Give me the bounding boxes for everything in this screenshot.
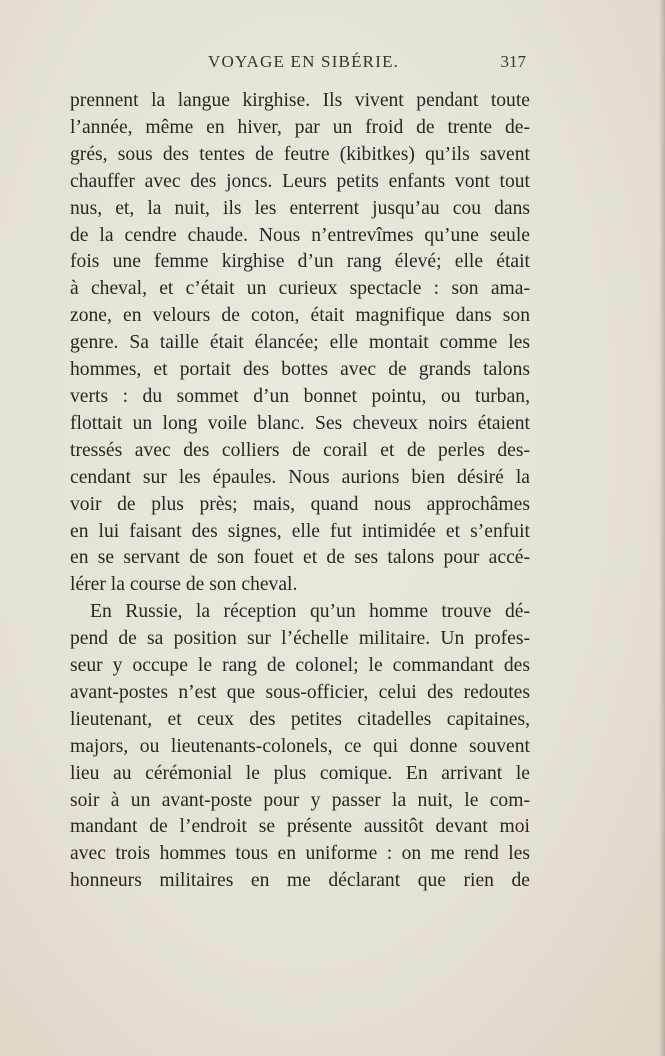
text-line: hommes, et portait des bottes avec de grands talons xyxy=(70,359,530,381)
body-text xyxy=(70,88,530,895)
text-line: lieutenant, et ceux des petites citadelles capitaines, xyxy=(70,708,530,730)
running-head xyxy=(70,52,530,76)
text-line: cendant sur les épaules. Nous aurions bien désiré la xyxy=(70,466,530,488)
text-line: seur y occupe le rang de colonel; le commandant des xyxy=(70,655,530,677)
page-edge-shadow xyxy=(659,0,665,1056)
page-number: 317 xyxy=(500,52,526,71)
text-line: genre. Sa taille était élancée; elle montait comme les xyxy=(70,332,530,354)
text-line: prennent la langue kirghise. Ils vivent pendant toute xyxy=(70,90,530,111)
running-title: VOYAGE EN SIBÉRIE. xyxy=(208,52,400,71)
text-line: pend de sa position sur l’échelle militaire. Un profes- xyxy=(70,628,530,650)
text-line: tressés avec des colliers de corail et de perles des- xyxy=(70,439,530,461)
text-line: voir de plus près; mais, quand nous approchâmes xyxy=(70,493,530,515)
text-line: en lui faisant des signes, elle fut intimidée et s’enfuit xyxy=(70,520,530,542)
text-line: grés, sous des tentes de feutre (kibitkes) qu’ils savent xyxy=(70,143,530,165)
text-line: chauffer avec des joncs. Leurs petits enfants vont tout xyxy=(70,170,530,192)
paragraph-start-line: En Russie, la réception qu’un homme trouve dé- xyxy=(90,601,530,623)
text-line: nus, et, la nuit, ils les enterrent jusqu’au cou dans xyxy=(70,197,530,219)
text-line: honneurs militaires en me déclarant que rien de xyxy=(70,870,530,892)
text-line: lieu au cérémonial le plus comique. En arrivant le xyxy=(70,762,530,784)
text-line: l’année, même en hiver, par un froid de trente de- xyxy=(70,116,530,138)
text-line: mandant de l’endroit se présente aussitôt devant moi xyxy=(70,816,530,838)
text-line: en se servant de son fouet et de ses talons pour accé- xyxy=(70,547,530,569)
text-line: à cheval, et c’était un curieux spectacle : son ama- xyxy=(70,278,530,300)
paragraph-end-line: lérer la course de son cheval. xyxy=(70,574,298,596)
text-line: fois une femme kirghise d’un rang élevé; elle était xyxy=(70,251,530,273)
text-line: de la cendre chaude. Nous n’entrevîmes qu’une seule xyxy=(70,224,530,246)
text-line: zone, en velours de coton, était magnifique dans son xyxy=(70,305,530,327)
text-line: soir à un avant-poste pour y passer la nuit, le com- xyxy=(70,789,530,811)
text-line: avec trois hommes tous en uniforme : on me rend les xyxy=(70,843,530,865)
text-line: avant-postes n’est que sous-officier, celui des redoutes xyxy=(70,681,530,703)
text-line: majors, ou lieutenants-colonels, ce qui donne souvent xyxy=(70,735,530,757)
text-line: verts : du sommet d’un bonnet pointu, ou turban, xyxy=(70,385,530,407)
text-line: flottait un long voile blanc. Ses cheveux noirs étaient xyxy=(70,412,530,434)
